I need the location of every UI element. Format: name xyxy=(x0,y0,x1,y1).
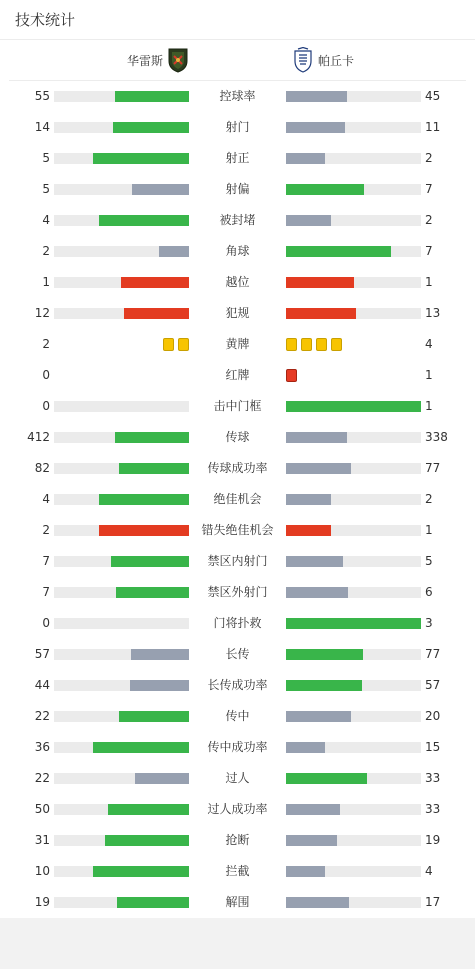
yellow-card-icon xyxy=(331,338,342,351)
home-value: 19 xyxy=(34,895,50,909)
away-bar-track xyxy=(286,587,421,598)
stat-row xyxy=(0,298,475,329)
home-team-name: 华雷斯 xyxy=(126,53,163,68)
away-value: 338 xyxy=(425,430,448,444)
home-value: 2 xyxy=(42,337,50,351)
home-bar-fill xyxy=(93,742,189,753)
home-value: 1 xyxy=(42,275,50,289)
stat-row xyxy=(0,546,475,577)
away-bar-track xyxy=(286,649,421,660)
away-value: 4 xyxy=(425,337,433,351)
stat-label: 越位 xyxy=(225,275,250,289)
away-bar-track xyxy=(286,463,421,474)
stat-label: 击中门框 xyxy=(213,399,262,413)
home-bar-track xyxy=(54,556,189,567)
home-bar-fill xyxy=(115,91,189,102)
home-value: 4 xyxy=(42,213,50,227)
home-value: 22 xyxy=(34,771,50,785)
away-team[interactable] xyxy=(292,40,354,80)
home-bar-track xyxy=(54,153,189,164)
away-team-crest-icon xyxy=(292,47,314,73)
stat-row xyxy=(0,701,475,732)
away-bar-track xyxy=(286,525,421,536)
home-value: 7 xyxy=(42,554,50,568)
stat-label: 禁区内射门 xyxy=(207,554,268,568)
away-value: 20 xyxy=(425,709,441,723)
home-bar-fill xyxy=(93,153,189,164)
home-bar-track xyxy=(54,742,189,753)
home-bar-track xyxy=(54,401,189,412)
teams-header xyxy=(9,40,466,81)
away-value: 1 xyxy=(425,275,433,289)
away-team-name: 帕丘卡 xyxy=(318,53,355,68)
stat-label: 错失绝佳机会 xyxy=(201,523,274,537)
away-bar-track xyxy=(286,215,421,226)
home-value: 4 xyxy=(42,492,50,506)
stat-row xyxy=(0,515,475,546)
home-bar-track xyxy=(54,897,189,908)
away-bar-fill xyxy=(286,618,421,629)
home-bar-track xyxy=(54,215,189,226)
home-bar-fill xyxy=(99,494,189,505)
home-value: 57 xyxy=(34,647,50,661)
stat-label: 射正 xyxy=(225,151,250,165)
away-bar-fill xyxy=(286,494,331,505)
away-value: 2 xyxy=(425,151,433,165)
away-cards xyxy=(286,369,297,382)
stat-label: 黄牌 xyxy=(225,337,250,351)
away-bar-fill xyxy=(286,587,348,598)
home-bar-track xyxy=(54,680,189,691)
home-bar-track xyxy=(54,711,189,722)
home-value: 44 xyxy=(34,678,50,692)
home-value: 10 xyxy=(34,864,50,878)
away-value: 57 xyxy=(425,678,441,692)
away-bar-track xyxy=(286,866,421,877)
away-bar-fill xyxy=(286,866,325,877)
stat-row xyxy=(0,81,475,112)
away-value: 77 xyxy=(425,461,441,475)
away-bar-track xyxy=(286,680,421,691)
home-value: 5 xyxy=(42,182,50,196)
away-bar-fill xyxy=(286,122,345,133)
home-value: 14 xyxy=(34,120,50,134)
stat-row xyxy=(0,825,475,856)
stat-label: 长传成功率 xyxy=(207,678,268,692)
section-title: 技术统计 xyxy=(0,0,475,40)
home-value: 2 xyxy=(42,244,50,258)
yellow-card-icon xyxy=(286,338,297,351)
stat-row xyxy=(0,670,475,701)
away-bar-track xyxy=(286,432,421,443)
home-bar-fill xyxy=(135,773,189,784)
stat-label: 传中 xyxy=(225,709,250,723)
away-value: 17 xyxy=(425,895,441,909)
home-bar-fill xyxy=(99,215,189,226)
stat-label: 控球率 xyxy=(219,89,256,103)
home-bar-track xyxy=(54,308,189,319)
away-value: 7 xyxy=(425,182,433,196)
home-bar-fill xyxy=(93,866,189,877)
away-bar-track xyxy=(286,122,421,133)
home-bar-fill xyxy=(130,680,189,691)
home-bar-track xyxy=(54,649,189,660)
away-value: 5 xyxy=(425,554,433,568)
stat-label: 角球 xyxy=(225,244,250,258)
stat-row xyxy=(0,267,475,298)
away-value: 1 xyxy=(425,368,433,382)
stat-label: 拦截 xyxy=(225,864,250,878)
stat-row xyxy=(0,236,475,267)
away-bar-fill xyxy=(286,556,343,567)
home-bar-fill xyxy=(116,587,189,598)
home-bar-fill xyxy=(119,711,189,722)
away-bar-fill xyxy=(286,525,331,536)
away-bar-track xyxy=(286,184,421,195)
home-value: 55 xyxy=(34,89,50,103)
home-value: 82 xyxy=(34,461,50,475)
away-value: 33 xyxy=(425,802,441,816)
away-value: 1 xyxy=(425,523,433,537)
stat-label: 犯规 xyxy=(225,306,250,320)
home-team-shield-icon xyxy=(167,47,189,73)
away-bar-track xyxy=(286,897,421,908)
home-bar-fill xyxy=(132,184,189,195)
red-card-icon xyxy=(286,369,297,382)
away-bar-track xyxy=(286,246,421,257)
home-bar-fill xyxy=(113,122,189,133)
stat-label: 抢断 xyxy=(225,833,250,847)
home-bar-fill xyxy=(131,649,189,660)
stat-label: 过人成功率 xyxy=(207,802,268,816)
away-bar-fill xyxy=(286,463,351,474)
home-value: 5 xyxy=(42,151,50,165)
home-bar-track xyxy=(54,277,189,288)
home-bar-fill xyxy=(121,277,189,288)
away-bar-fill xyxy=(286,897,349,908)
home-bar-track xyxy=(54,91,189,102)
away-bar-fill xyxy=(286,711,351,722)
away-bar-track xyxy=(286,277,421,288)
home-bar-track xyxy=(54,835,189,846)
home-bar-track xyxy=(54,866,189,877)
stat-label: 被封堵 xyxy=(219,213,256,227)
away-value: 77 xyxy=(425,647,441,661)
away-value: 3 xyxy=(425,616,433,630)
stat-label: 过人 xyxy=(225,771,250,785)
yellow-card-icon xyxy=(301,338,312,351)
stats-list xyxy=(0,81,475,918)
away-bar-track xyxy=(286,742,421,753)
away-value: 4 xyxy=(425,864,433,878)
stat-label: 解围 xyxy=(225,895,250,909)
away-bar-fill xyxy=(286,215,331,226)
stat-row xyxy=(0,484,475,515)
stat-row xyxy=(0,329,475,360)
home-bar-fill xyxy=(124,308,189,319)
yellow-card-icon xyxy=(178,338,189,351)
away-bar-fill xyxy=(286,184,364,195)
home-bar-fill xyxy=(117,897,189,908)
home-bar-fill xyxy=(111,556,189,567)
away-bar-track xyxy=(286,711,421,722)
stat-label: 射偏 xyxy=(225,182,250,196)
home-bar-fill xyxy=(108,804,189,815)
away-bar-fill xyxy=(286,432,347,443)
home-bar-track xyxy=(54,494,189,505)
home-bar-track xyxy=(54,463,189,474)
home-bar-track xyxy=(54,804,189,815)
stat-row xyxy=(0,608,475,639)
stat-label: 长传 xyxy=(225,647,250,661)
home-cards xyxy=(163,338,189,351)
away-bar-track xyxy=(286,401,421,412)
away-value: 6 xyxy=(425,585,433,599)
away-bar-fill xyxy=(286,401,421,412)
home-bar-fill xyxy=(99,525,189,536)
away-bar-track xyxy=(286,835,421,846)
home-value: 0 xyxy=(42,616,50,630)
away-value: 1 xyxy=(425,399,433,413)
yellow-card-icon xyxy=(316,338,327,351)
away-bar-fill xyxy=(286,91,347,102)
away-value: 13 xyxy=(425,306,441,320)
stat-row xyxy=(0,794,475,825)
away-bar-track xyxy=(286,618,421,629)
away-bar-track xyxy=(286,153,421,164)
home-bar-fill xyxy=(159,246,189,257)
away-bar-fill xyxy=(286,804,340,815)
away-bar-fill xyxy=(286,773,367,784)
stat-label: 门将扑救 xyxy=(213,616,262,630)
stat-row xyxy=(0,112,475,143)
away-bar-track xyxy=(286,91,421,102)
away-bar-fill xyxy=(286,153,325,164)
stat-label: 传中成功率 xyxy=(207,740,268,754)
stat-row xyxy=(0,577,475,608)
stat-row xyxy=(0,205,475,236)
stat-row xyxy=(0,639,475,670)
home-bar-track xyxy=(54,618,189,629)
away-bar-track xyxy=(286,773,421,784)
stat-row xyxy=(0,763,475,794)
stat-label: 禁区外射门 xyxy=(207,585,268,599)
home-value: 22 xyxy=(34,709,50,723)
stat-row xyxy=(0,174,475,205)
away-cards xyxy=(286,338,342,351)
away-value: 19 xyxy=(425,833,441,847)
away-bar-fill xyxy=(286,680,362,691)
home-team[interactable] xyxy=(9,40,189,80)
away-value: 2 xyxy=(425,492,433,506)
away-value: 33 xyxy=(425,771,441,785)
stat-row xyxy=(0,856,475,887)
home-value: 36 xyxy=(34,740,50,754)
home-value: 412 xyxy=(27,430,50,444)
home-bar-track xyxy=(54,773,189,784)
home-bar-track xyxy=(54,432,189,443)
away-value: 45 xyxy=(425,89,441,103)
away-bar-track xyxy=(286,556,421,567)
away-value: 15 xyxy=(425,740,441,754)
home-bar-track xyxy=(54,587,189,598)
stat-label: 红牌 xyxy=(225,368,250,382)
away-bar-fill xyxy=(286,742,325,753)
home-bar-track xyxy=(54,184,189,195)
stat-row xyxy=(0,887,475,918)
away-bar-track xyxy=(286,804,421,815)
stat-label: 绝佳机会 xyxy=(213,492,262,506)
stat-row xyxy=(0,422,475,453)
home-bar-track xyxy=(54,246,189,257)
away-value: 11 xyxy=(425,120,441,134)
stat-row xyxy=(0,391,475,422)
away-bar-fill xyxy=(286,649,363,660)
stat-row xyxy=(0,143,475,174)
home-bar-track xyxy=(54,525,189,536)
away-bar-track xyxy=(286,308,421,319)
home-value: 7 xyxy=(42,585,50,599)
stat-row xyxy=(0,732,475,763)
home-value: 0 xyxy=(42,368,50,382)
home-bar-track xyxy=(54,122,189,133)
home-value: 50 xyxy=(34,802,50,816)
home-bar-fill xyxy=(115,432,189,443)
away-value: 2 xyxy=(425,213,433,227)
stat-row xyxy=(0,360,475,391)
away-bar-fill xyxy=(286,308,356,319)
away-bar-track xyxy=(286,494,421,505)
home-value: 31 xyxy=(34,833,50,847)
away-bar-fill xyxy=(286,246,391,257)
away-bar-fill xyxy=(286,835,337,846)
yellow-card-icon xyxy=(163,338,174,351)
home-bar-fill xyxy=(105,835,189,846)
home-value: 12 xyxy=(34,306,50,320)
home-value: 0 xyxy=(42,399,50,413)
stat-row xyxy=(0,453,475,484)
stat-label: 射门 xyxy=(225,120,250,134)
away-bar-fill xyxy=(286,277,354,288)
stat-label: 传球成功率 xyxy=(207,461,268,475)
away-value: 7 xyxy=(425,244,433,258)
home-bar-fill xyxy=(119,463,189,474)
stat-label: 传球 xyxy=(225,430,250,444)
home-value: 2 xyxy=(42,523,50,537)
